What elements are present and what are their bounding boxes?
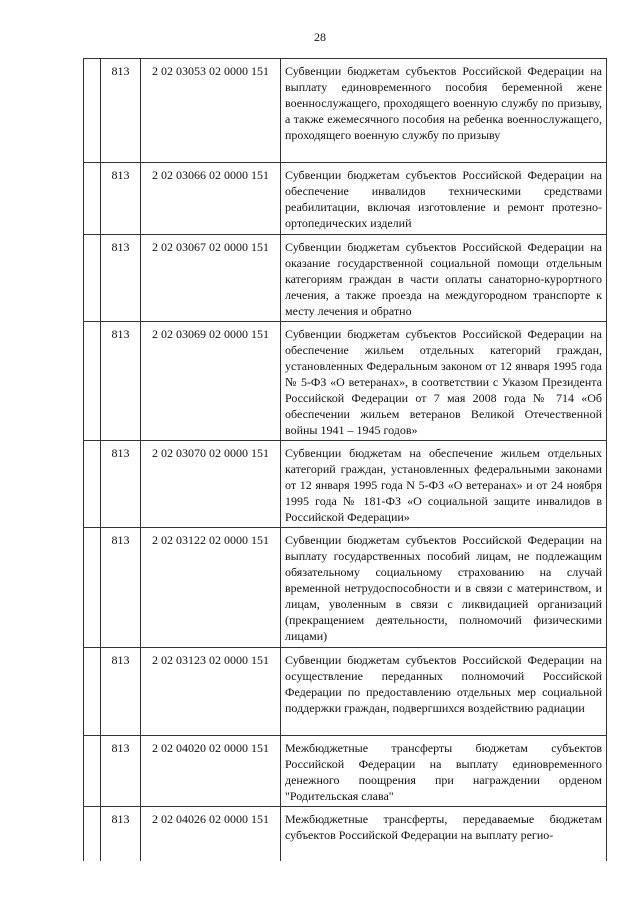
table-row (84, 807, 607, 861)
description-cell: Субвенции бюджетам субъектов Российской Федерации на выплату государственных пособий лицам, не подлежащим обязательному социальному страхованию на случай временной нетрудоспособности и в связи с материнством, и лицам, уволенным в связи с ликвидацией организаций (прекращением деятельности, полномочий физическими лицами) (281, 528, 607, 648)
description-cell: Субвенции бюджетам на обеспечение жильем отдельных категорий граждан, установленных федеральными законами от 12 января 1995 года N 5-ФЗ «О ветеранах» и от 24 ноября 1995 года № 181-ФЗ «О социальной защите инвалидов в Российской Федерации» (281, 441, 607, 528)
budget-code-cell: 2 02 03053 02 0000 151 (141, 59, 281, 163)
budget-code-cell: 2 02 03066 02 0000 151 (141, 163, 281, 235)
admin-code-cell: 813 (101, 322, 141, 441)
admin-code-cell: 813 (101, 59, 141, 163)
admin-code-cell: 813 (101, 648, 141, 736)
description-cell: Межбюджетные трансферты бюджетам субъектов Российской Федерации на выплату единовременного денежного поощрения при награждении орденом "Родительская слава" (281, 736, 607, 807)
budget-code-cell: 2 02 03122 02 0000 151 (141, 528, 281, 648)
table-row (84, 648, 607, 736)
admin-code-cell: 813 (101, 441, 141, 528)
table-row (84, 163, 607, 235)
page-number: 28 (314, 30, 326, 44)
margin-cell (84, 807, 101, 861)
margin-cell (84, 163, 101, 235)
margin-cell (84, 528, 101, 648)
table-row (84, 441, 607, 528)
admin-code-cell: 813 (101, 528, 141, 648)
budget-code-cell: 2 02 03067 02 0000 151 (141, 235, 281, 322)
budget-code-cell: 2 02 04020 02 0000 151 (141, 736, 281, 807)
admin-code-cell: 813 (101, 163, 141, 235)
margin-cell (84, 736, 101, 807)
description-cell: Субвенции бюджетам субъектов Российской Федерации на обеспечение жильем отдельных категорий граждан, установленных Федеральным законом от 12 января 1995 года № 5-ФЗ «О ветеранах», в соответствии с Указом Президента Российской Федерации от 7 мая 2008 года № 714 «Об обеспечении жильем ветеранов Великой Отечественной войны 1941 – 1945 годов» (281, 322, 607, 441)
margin-cell (84, 322, 101, 441)
margin-cell (84, 648, 101, 736)
description-cell: Субвенции бюджетам субъектов Российской Федерации на обеспечение инвалидов техническими средствами реабилитации, включая изготовление и ремонт протезно-ортопедических изделий (281, 163, 607, 235)
margin-cell (84, 235, 101, 322)
budget-code-cell: 2 02 03123 02 0000 151 (141, 648, 281, 736)
margin-cell (84, 59, 101, 163)
description-cell: Субвенции бюджетам субъектов Российской Федерации на осуществление переданных полномочий Российской Федерации по предоставлению отдельных мер социальной поддержки граждан, подвергшихся воздействию радиации (281, 648, 607, 736)
admin-code-cell: 813 (101, 736, 141, 807)
description-cell: Межбюджетные трансферты, передаваемые бюджетам субъектов Российской Федерации на выплату регио- (281, 807, 607, 861)
description-cell: Субвенции бюджетам субъектов Российской Федерации на оказание государственной социальной помощи отдельным категориям граждан в части оплаты санаторно-курортного лечения, а также проезда на междугородном транспорте к месту лечения и обратно (281, 235, 607, 322)
admin-code-cell: 813 (101, 235, 141, 322)
table-row (84, 59, 607, 163)
admin-code-cell: 813 (101, 807, 141, 861)
table-row (84, 736, 607, 807)
budget-code-cell: 2 02 03069 02 0000 151 (141, 322, 281, 441)
budget-code-cell: 2 02 04026 02 0000 151 (141, 807, 281, 861)
table-row (84, 322, 607, 441)
budget-code-cell: 2 02 03070 02 0000 151 (141, 441, 281, 528)
margin-cell (84, 441, 101, 528)
budget-classification-table (83, 58, 607, 861)
table-row (84, 235, 607, 322)
table-row (84, 528, 607, 648)
description-cell: Субвенции бюджетам субъектов Российской Федерации на выплату единовременного пособия беременной жене военнослужащего, проходящего военную службу по призыву, а также ежемесячного пособия на ребенка военнослужащего, проходящего военную службу по призыву (281, 59, 607, 163)
